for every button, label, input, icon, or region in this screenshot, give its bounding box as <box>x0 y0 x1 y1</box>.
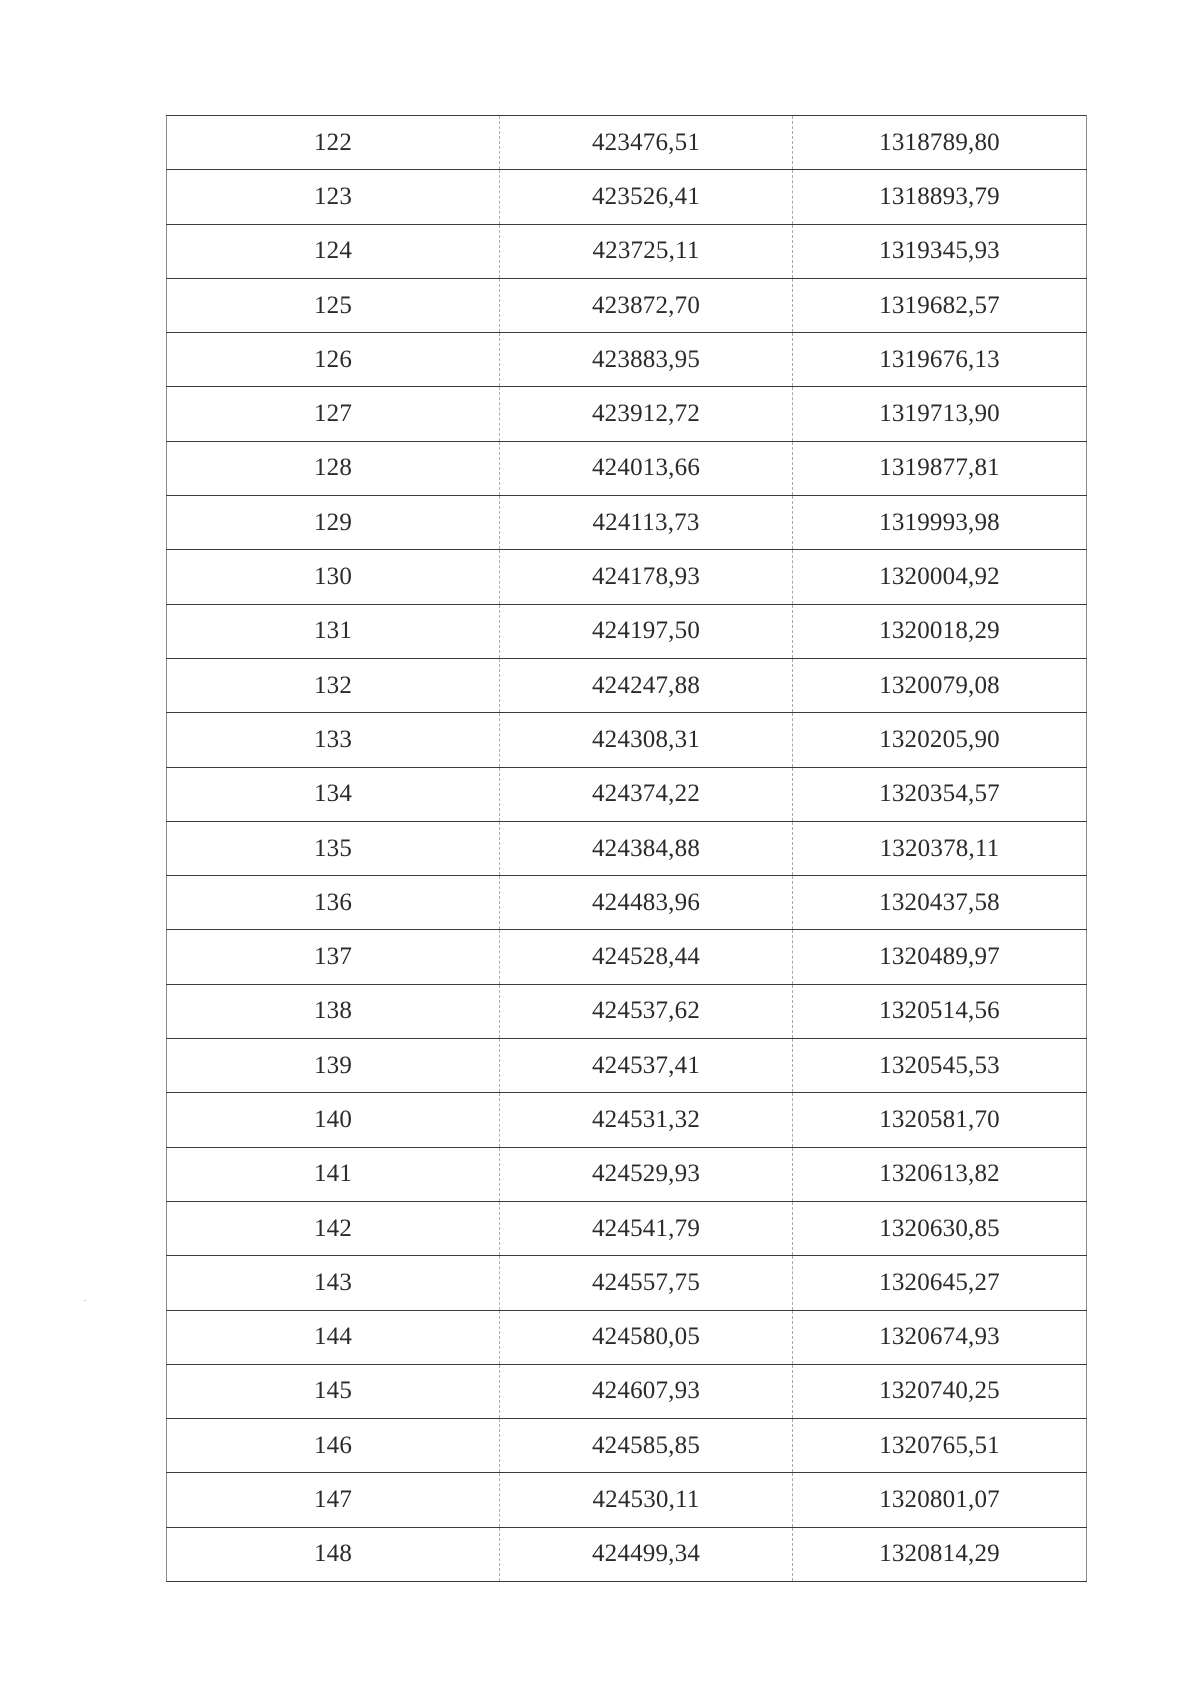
table-row <box>167 658 1087 712</box>
y-coordinate-cell: 1318789,80 <box>793 116 1087 170</box>
table-row <box>167 767 1087 821</box>
point-number-cell: 138 <box>167 984 500 1038</box>
point-number-cell: 135 <box>167 821 500 875</box>
y-coordinate-cell: 1320765,51 <box>793 1419 1087 1473</box>
point-number-cell: 141 <box>167 1147 500 1201</box>
x-coordinate-cell: 424528,44 <box>500 930 793 984</box>
point-number-cell: 129 <box>167 496 500 550</box>
table-row <box>167 1039 1087 1093</box>
point-number-cell: 128 <box>167 441 500 495</box>
y-coordinate-cell: 1320613,82 <box>793 1147 1087 1201</box>
scan-speck <box>84 1300 86 1301</box>
x-coordinate-cell: 424557,75 <box>500 1256 793 1310</box>
table-row <box>167 116 1087 170</box>
x-coordinate-cell: 424483,96 <box>500 876 793 930</box>
y-coordinate-cell: 1320674,93 <box>793 1310 1087 1364</box>
y-coordinate-cell: 1320004,92 <box>793 550 1087 604</box>
y-coordinate-cell: 1320437,58 <box>793 876 1087 930</box>
y-coordinate-cell: 1320514,56 <box>793 984 1087 1038</box>
table-row <box>167 1473 1087 1527</box>
point-number-cell: 139 <box>167 1039 500 1093</box>
y-coordinate-cell: 1320645,27 <box>793 1256 1087 1310</box>
x-coordinate-cell: 424541,79 <box>500 1201 793 1255</box>
x-coordinate-cell: 423476,51 <box>500 116 793 170</box>
point-number-cell: 131 <box>167 604 500 658</box>
table-row <box>167 1201 1087 1255</box>
table-row <box>167 224 1087 278</box>
y-coordinate-cell: 1319682,57 <box>793 278 1087 332</box>
table-row <box>167 496 1087 550</box>
table-row <box>167 1147 1087 1201</box>
table-row <box>167 930 1087 984</box>
table-row <box>167 170 1087 224</box>
y-coordinate-cell: 1320630,85 <box>793 1201 1087 1255</box>
point-number-cell: 122 <box>167 116 500 170</box>
x-coordinate-cell: 424113,73 <box>500 496 793 550</box>
point-number-cell: 143 <box>167 1256 500 1310</box>
y-coordinate-cell: 1319676,13 <box>793 333 1087 387</box>
x-coordinate-cell: 423725,11 <box>500 224 793 278</box>
table-row <box>167 1419 1087 1473</box>
y-coordinate-cell: 1320801,07 <box>793 1473 1087 1527</box>
x-coordinate-cell: 424013,66 <box>500 441 793 495</box>
table-row <box>167 333 1087 387</box>
point-number-cell: 145 <box>167 1364 500 1418</box>
y-coordinate-cell: 1319345,93 <box>793 224 1087 278</box>
table-row <box>167 821 1087 875</box>
x-coordinate-cell: 424499,34 <box>500 1527 793 1581</box>
x-coordinate-cell: 424197,50 <box>500 604 793 658</box>
table-row <box>167 876 1087 930</box>
y-coordinate-cell: 1319993,98 <box>793 496 1087 550</box>
table-row <box>167 387 1087 441</box>
y-coordinate-cell: 1320545,53 <box>793 1039 1087 1093</box>
point-number-cell: 132 <box>167 658 500 712</box>
x-coordinate-cell: 424585,85 <box>500 1419 793 1473</box>
y-coordinate-cell: 1320079,08 <box>793 658 1087 712</box>
point-number-cell: 147 <box>167 1473 500 1527</box>
point-number-cell: 126 <box>167 333 500 387</box>
point-number-cell: 123 <box>167 170 500 224</box>
y-coordinate-cell: 1320489,97 <box>793 930 1087 984</box>
x-coordinate-cell: 423883,95 <box>500 333 793 387</box>
y-coordinate-cell: 1318893,79 <box>793 170 1087 224</box>
x-coordinate-cell: 423912,72 <box>500 387 793 441</box>
coordinates-table <box>166 115 1087 1582</box>
point-number-cell: 124 <box>167 224 500 278</box>
y-coordinate-cell: 1319713,90 <box>793 387 1087 441</box>
point-number-cell: 142 <box>167 1201 500 1255</box>
y-coordinate-cell: 1320205,90 <box>793 713 1087 767</box>
x-coordinate-cell: 424178,93 <box>500 550 793 604</box>
y-coordinate-cell: 1320814,29 <box>793 1527 1087 1581</box>
point-number-cell: 136 <box>167 876 500 930</box>
table-row <box>167 713 1087 767</box>
y-coordinate-cell: 1320354,57 <box>793 767 1087 821</box>
x-coordinate-cell: 423526,41 <box>500 170 793 224</box>
table-row <box>167 550 1087 604</box>
table-row <box>167 1093 1087 1147</box>
y-coordinate-cell: 1320740,25 <box>793 1364 1087 1418</box>
table-row <box>167 984 1087 1038</box>
table-row <box>167 1364 1087 1418</box>
y-coordinate-cell: 1320581,70 <box>793 1093 1087 1147</box>
point-number-cell: 134 <box>167 767 500 821</box>
x-coordinate-cell: 424374,22 <box>500 767 793 821</box>
point-number-cell: 144 <box>167 1310 500 1364</box>
point-number-cell: 148 <box>167 1527 500 1581</box>
x-coordinate-cell: 424580,05 <box>500 1310 793 1364</box>
x-coordinate-cell: 424537,41 <box>500 1039 793 1093</box>
point-number-cell: 146 <box>167 1419 500 1473</box>
table-row <box>167 278 1087 332</box>
table-row <box>167 1527 1087 1581</box>
x-coordinate-cell: 424537,62 <box>500 984 793 1038</box>
x-coordinate-cell: 424531,32 <box>500 1093 793 1147</box>
x-coordinate-cell: 423872,70 <box>500 278 793 332</box>
y-coordinate-cell: 1319877,81 <box>793 441 1087 495</box>
x-coordinate-cell: 424530,11 <box>500 1473 793 1527</box>
x-coordinate-cell: 424247,88 <box>500 658 793 712</box>
point-number-cell: 130 <box>167 550 500 604</box>
point-number-cell: 133 <box>167 713 500 767</box>
table-row <box>167 441 1087 495</box>
y-coordinate-cell: 1320018,29 <box>793 604 1087 658</box>
table-row <box>167 1256 1087 1310</box>
x-coordinate-cell: 424308,31 <box>500 713 793 767</box>
point-number-cell: 140 <box>167 1093 500 1147</box>
x-coordinate-cell: 424529,93 <box>500 1147 793 1201</box>
point-number-cell: 125 <box>167 278 500 332</box>
table-row <box>167 1310 1087 1364</box>
coordinates-table-body <box>167 116 1087 1582</box>
x-coordinate-cell: 424607,93 <box>500 1364 793 1418</box>
y-coordinate-cell: 1320378,11 <box>793 821 1087 875</box>
table-row <box>167 604 1087 658</box>
point-number-cell: 127 <box>167 387 500 441</box>
x-coordinate-cell: 424384,88 <box>500 821 793 875</box>
point-number-cell: 137 <box>167 930 500 984</box>
